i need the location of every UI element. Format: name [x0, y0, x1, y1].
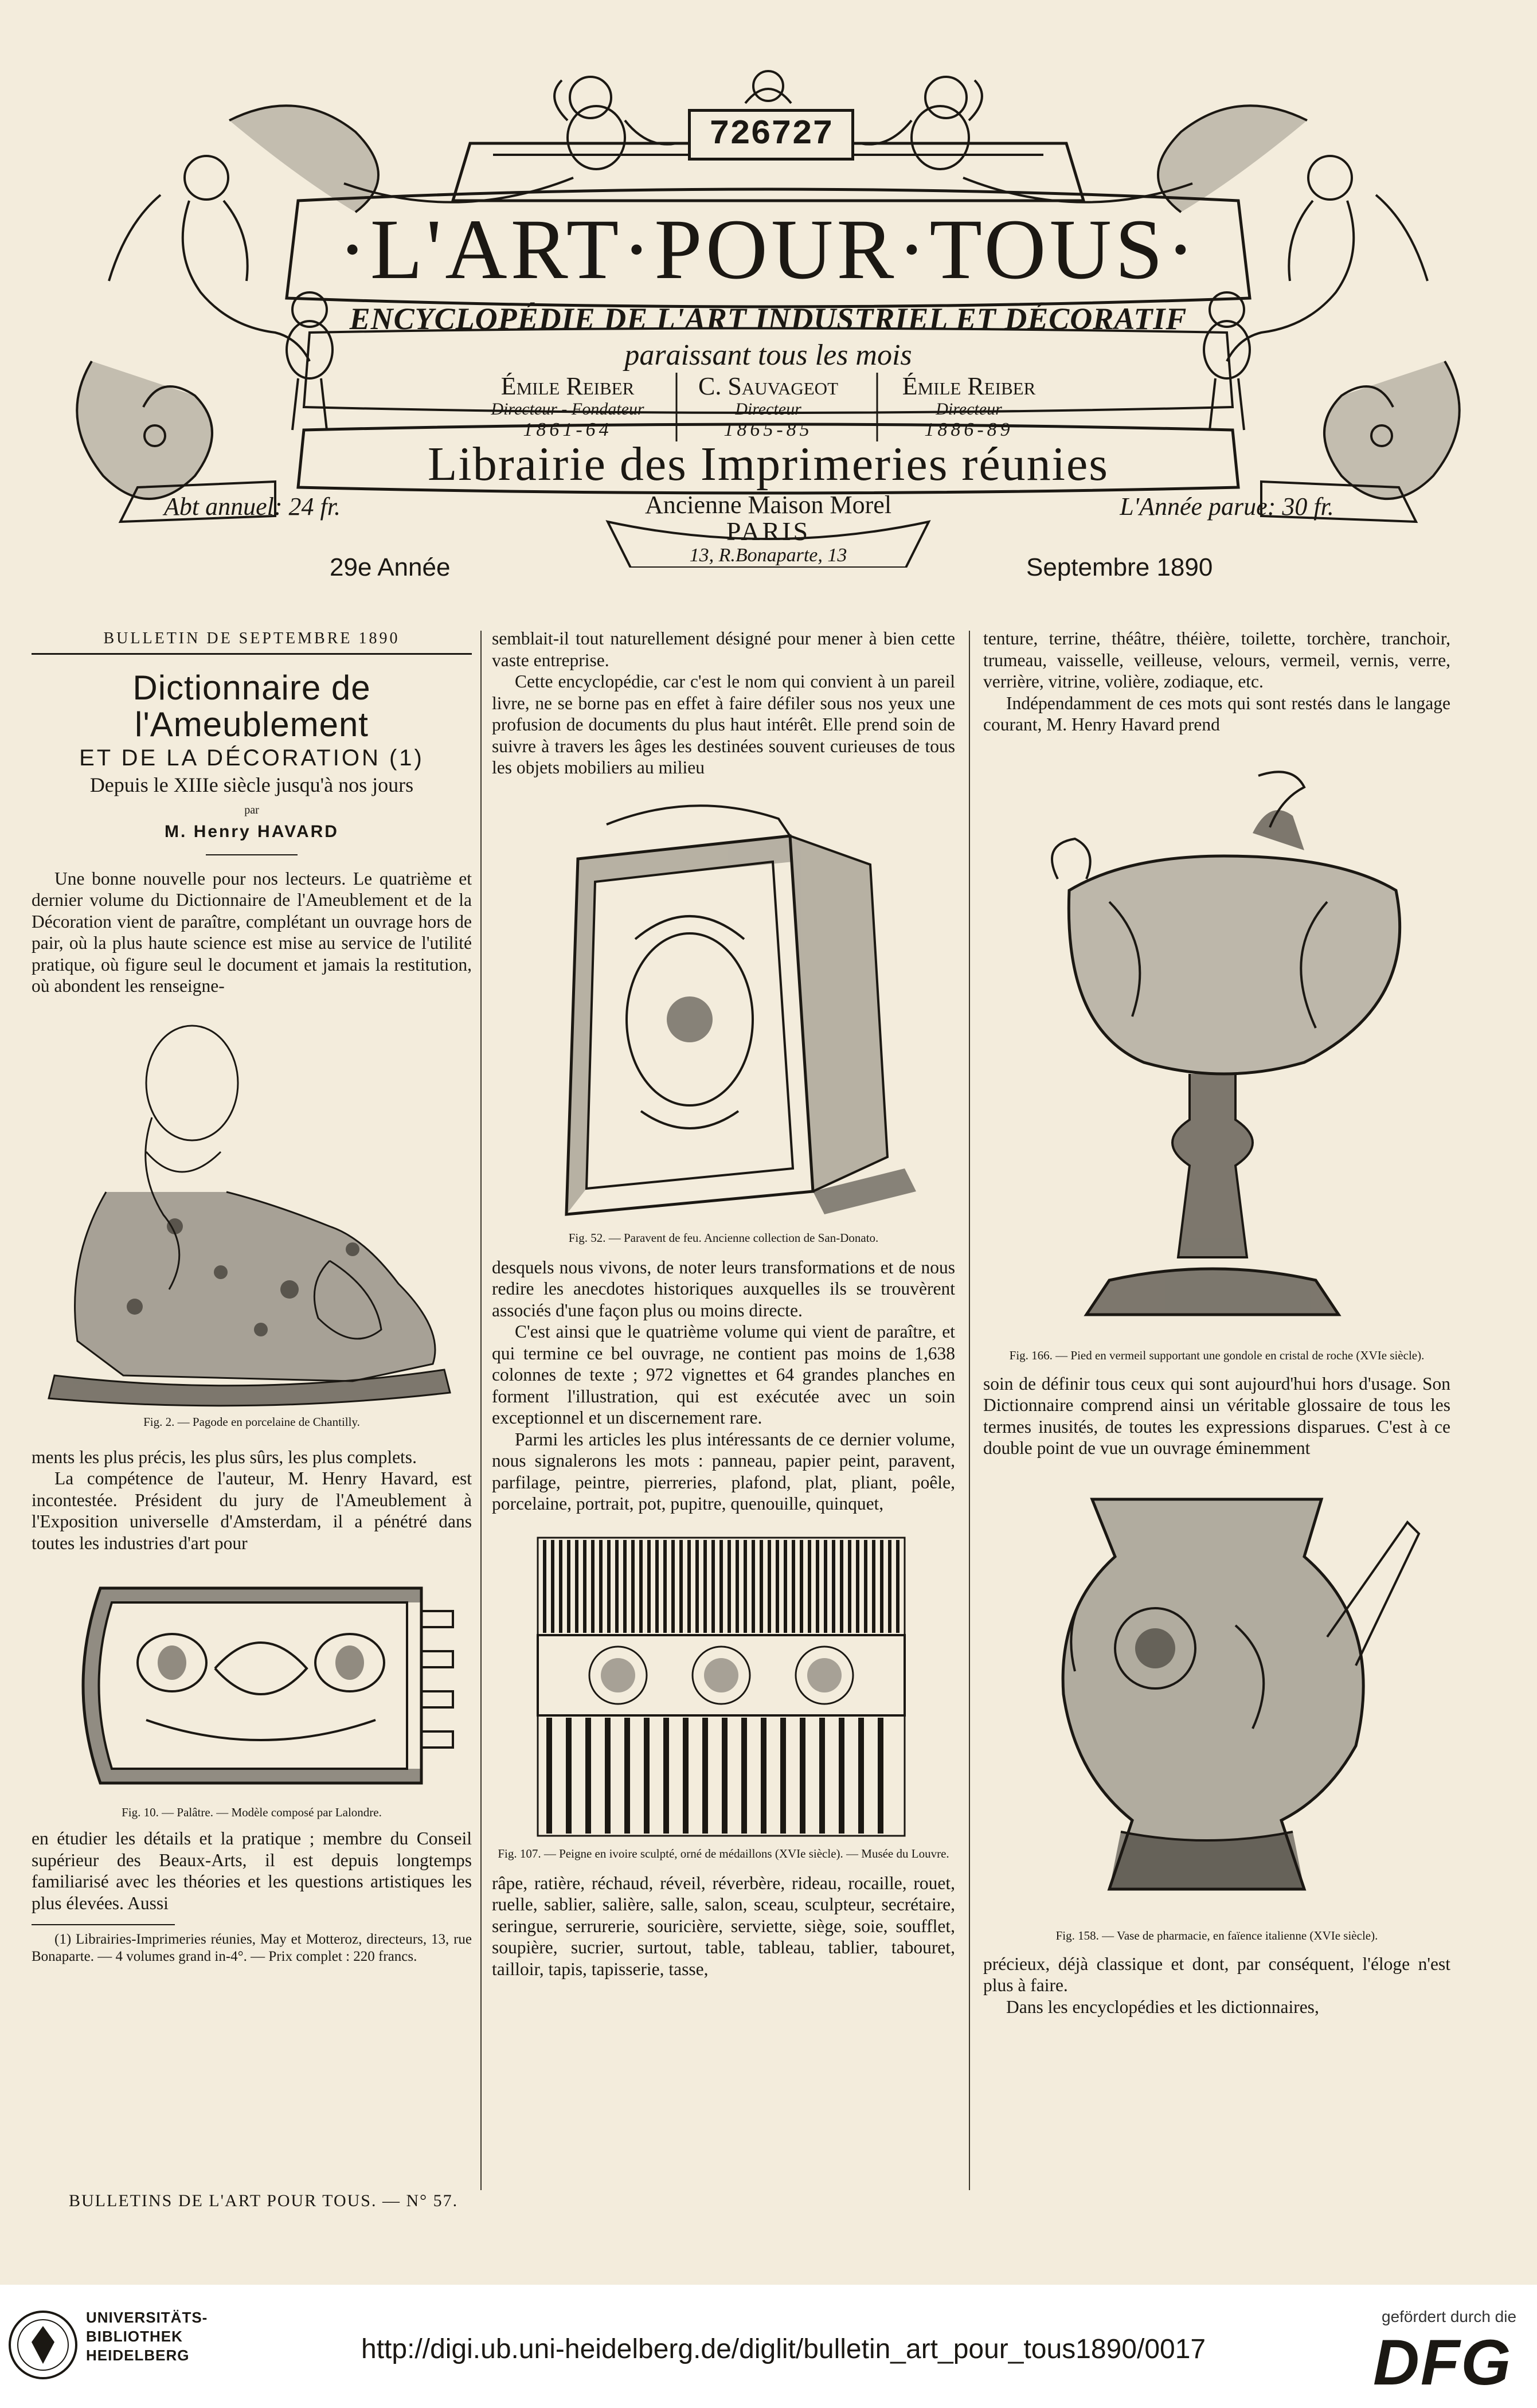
figure-palatre: [32, 1571, 472, 1820]
paragraph: en étudier les détails et la pratique ; membre du Conseil supérieur des Beaux-Arts, il est depuis longtemps familiarisé avec les théories et les questions artistiques les plus élevées. Aussi: [32, 1828, 472, 1913]
palatre-lock-plate-illustration: [32, 1571, 472, 1800]
paragraph: ments les plus précis, les plus sûrs, les plus complets.: [32, 1447, 417, 1467]
director-years: 1861-64: [523, 419, 612, 440]
figure-caption: Fig. 10. — Palâtre. — Modèle composé par Lalondre.: [122, 1805, 382, 1819]
footnote: (1) Librairies-Imprimeries réunies, May et Motteroz, directeurs, 13, rue Bonaparte. — 4 volumes grand in-4°. — Prix complet : 220 francs.: [32, 1932, 472, 1964]
paragraph: Parmi les articles les plus intéressants de ce dernier volume, nous signalerons les mots : panneau, papier peint, paravent, parfilage, peintre, pierreries, plafond, plat, pliant, poêle, porcelaine, portrait, pot, pupitre, quenouille, quinquet,: [492, 1429, 955, 1514]
publisher-city: PARIS: [726, 517, 811, 546]
director-name: Émile Reiber: [902, 372, 1036, 400]
article-author: M. Henry HAVARD: [165, 822, 339, 841]
director-years: 1886-89: [924, 419, 1014, 440]
column-1: [32, 628, 472, 1965]
director-role: Directeur: [735, 400, 801, 419]
library-name-line: HEIDELBERG: [86, 2347, 190, 2364]
figure-comb: [492, 1532, 955, 1861]
figure-caption: Fig. 166. — Pied en vermeil supportant une gondole en cristal de roche (XVIe siècle).: [1009, 1348, 1425, 1362]
pharmacy-vase-illustration: [983, 1476, 1450, 1924]
article-title: Dictionnaire de l'Ameublement: [132, 668, 371, 744]
library-name-line: UNIVERSITÄTS-: [86, 2309, 208, 2326]
director-2: [682, 373, 854, 441]
library-footer-bar: [0, 2285, 1537, 2408]
paragraph: Indépendamment de ces mots qui sont restés dans le langage courant, M. Henry Havard prend: [983, 693, 1450, 734]
figure-caption: Fig. 107. — Peigne en ivoire sculpté, orné de médaillons (XVIe siècle). — Musée du Louvre.: [498, 1846, 949, 1860]
director-name: Émile Reiber: [500, 372, 635, 400]
title-rule: [206, 854, 298, 855]
issue-month: Septembre 1890: [1026, 553, 1213, 581]
pagoda-figurine-illustration: [32, 1020, 472, 1410]
figure-fire-screen: [492, 790, 955, 1245]
director-role: Directeur: [936, 400, 1002, 419]
figure-caption: Fig. 158. — Vase de pharmacie, en faïence italienne (XVIe siècle).: [1055, 1928, 1378, 1942]
paragraph: précieux, déjà classique et dont, par conséquent, l'éloge n'est plus à faire.: [983, 1953, 1450, 1995]
column-divider: [480, 631, 482, 2190]
paragraph: desquels nous vivons, de noter leurs transformations et de nous redire les anecdotes historiques auxquelles ils se trouvèrent associés d'une façon plus ou moins directe.: [492, 1257, 955, 1320]
permalink-url[interactable]: http://digi.ub.uni-heidelberg.de/diglit/bulletin_art_pour_tous1890/0017: [361, 2334, 1206, 2364]
figure-pagoda: [32, 1020, 472, 1429]
journal-subtitle: ENCYCLOPÉDIE DE L'ART INDUSTRIEL ET DÉCORATIF: [349, 302, 1187, 336]
ivory-comb-illustration: [492, 1532, 955, 1842]
figure-caption: Fig. 2. — Pagode en porcelaine de Chantilly.: [143, 1414, 360, 1429]
periodicity: paraissant tous les mois: [624, 339, 912, 372]
publisher-address: 13, R.Bonaparte, 13: [689, 545, 847, 566]
paragraph: soin de définir tous ceux qui sont aujourd'hui hors d'usage. Son Dictionnaire comprend ainsi un véritable glossaire de tous les termes inusités, de toutes les expressions disparues. C'est à ce double point de vue un ouvrage éminemment: [983, 1373, 1450, 1458]
paragraph: semblait-il tout naturellement désigné pour mener à bien cette vaste entreprise.: [492, 628, 955, 670]
director-name: C. Sauvageot: [698, 372, 839, 400]
column-2: [492, 628, 955, 1980]
paragraph: La compétence de l'auteur, M. Henry Havard, est incontestée. Président du jury de l'Ameublement à l'Exposition universelle d'Amsterdam, il a pénétré dans toutes les industries d'art pour: [32, 1468, 472, 1553]
university-seal-icon: [6, 2308, 80, 2382]
director-3: [883, 373, 1055, 441]
column-3: [983, 628, 1450, 2018]
fire-screen-illustration: [492, 790, 955, 1226]
figure-gondola-cup: [983, 764, 1450, 1363]
paragraph: C'est ainsi que le quatrième volume qui vient de paraître, et qui termine ce bel ouvrage, ne contient pas moins de 1,638 colonnes de texte ; 972 vignettes et 64 grandes planches en forment l'illustration, qui est exécutée avec un soin exceptionnel et un discernement rare.: [492, 1322, 955, 1428]
bulletin-heading: BULLETIN DE SEPTEMBRE 1890: [32, 628, 472, 655]
paragraph: tenture, terrine, théâtre, théière, toilette, torchère, tranchoir, trumeau, vaisselle, veilleuse, velours, vermeil, vernis, verre, verrière, vitrine, volière, zodiaque, etc.: [983, 628, 1450, 691]
past-year-price: L'Année parue: 30 fr.: [1120, 492, 1334, 521]
library-name-line: BIBLIOTHEK: [86, 2328, 183, 2345]
rock-crystal-cup-illustration: [983, 764, 1450, 1343]
column-divider: [969, 631, 970, 2190]
director-1: [482, 373, 654, 441]
article-subtitle: ET DE LA DÉCORATION (1): [79, 745, 424, 771]
funding-note: gefördert durch die: [1382, 2308, 1517, 2325]
dfg-logo: DFG: [1373, 2327, 1512, 2398]
byline-par: par: [244, 803, 259, 816]
paragraph: râpe, ratière, réchaud, réveil, réverbère, rideau, rocaille, rouet, ruelle, sablier, salière, salle, salon, sceau, sculpteur, secrétaire, seringue, serrurerie, souricière, serviette, siège, soie, soufflet, soupière, sucrier, surtout, table, tableau, tablier, tabouret, tailloir, tapis, tapisserie, tasse,: [492, 1873, 955, 1979]
publisher-name: Librairie des Imprimeries réunies: [428, 437, 1109, 491]
paragraph: Dans les encyclopédies et les dictionnaires,: [1006, 1996, 1319, 2017]
annual-subscription-price: Abt annuel: 24 fr.: [164, 492, 341, 521]
paragraph: Cette encyclopédie, car c'est le nom qui convient à un pareil livre, ne se borne pas en effet à faire défiler sous nos yeux une profusion de documents du plus haut intérêt. Elle prend soin de suivre à travers les âges les destinées souvent curieuses de tous les objets mobiliers au milieu: [492, 671, 955, 777]
footnote-rule: [32, 1924, 175, 1925]
director-years: 1865-85: [723, 419, 813, 440]
former-house: Ancienne Maison Morel: [644, 491, 892, 519]
paragraph: Une bonne nouvelle pour nos lecteurs. Le quatrième et dernier volume du Dictionnaire de l'Ameublement et de la Décoration vient de paraître, complétant un ouvrage hors de pair, où la plus haute science est mise au service de l'utilité pratique, où figure seul le document et jamais la restitution, où abondent les renseigne-: [32, 868, 472, 996]
article-period: Depuis le XIIIe siècle jusqu'à nos jours: [89, 773, 414, 796]
masthead: [57, 63, 1479, 568]
figure-caption: Fig. 52. — Paravent de feu. Ancienne collection de San-Donato.: [568, 1230, 879, 1245]
issue-year: 29e Année: [330, 553, 451, 581]
archive-number: 726727: [688, 109, 854, 161]
journal-title: ·L'ART·POUR·TOUS·: [338, 202, 1199, 297]
footer-series-number: BULLETINS DE L'ART POUR TOUS. — N° 57.: [69, 2191, 459, 2210]
director-role: Directeur - Fondateur: [491, 400, 644, 419]
figure-pharmacy-vase: [983, 1476, 1450, 1943]
